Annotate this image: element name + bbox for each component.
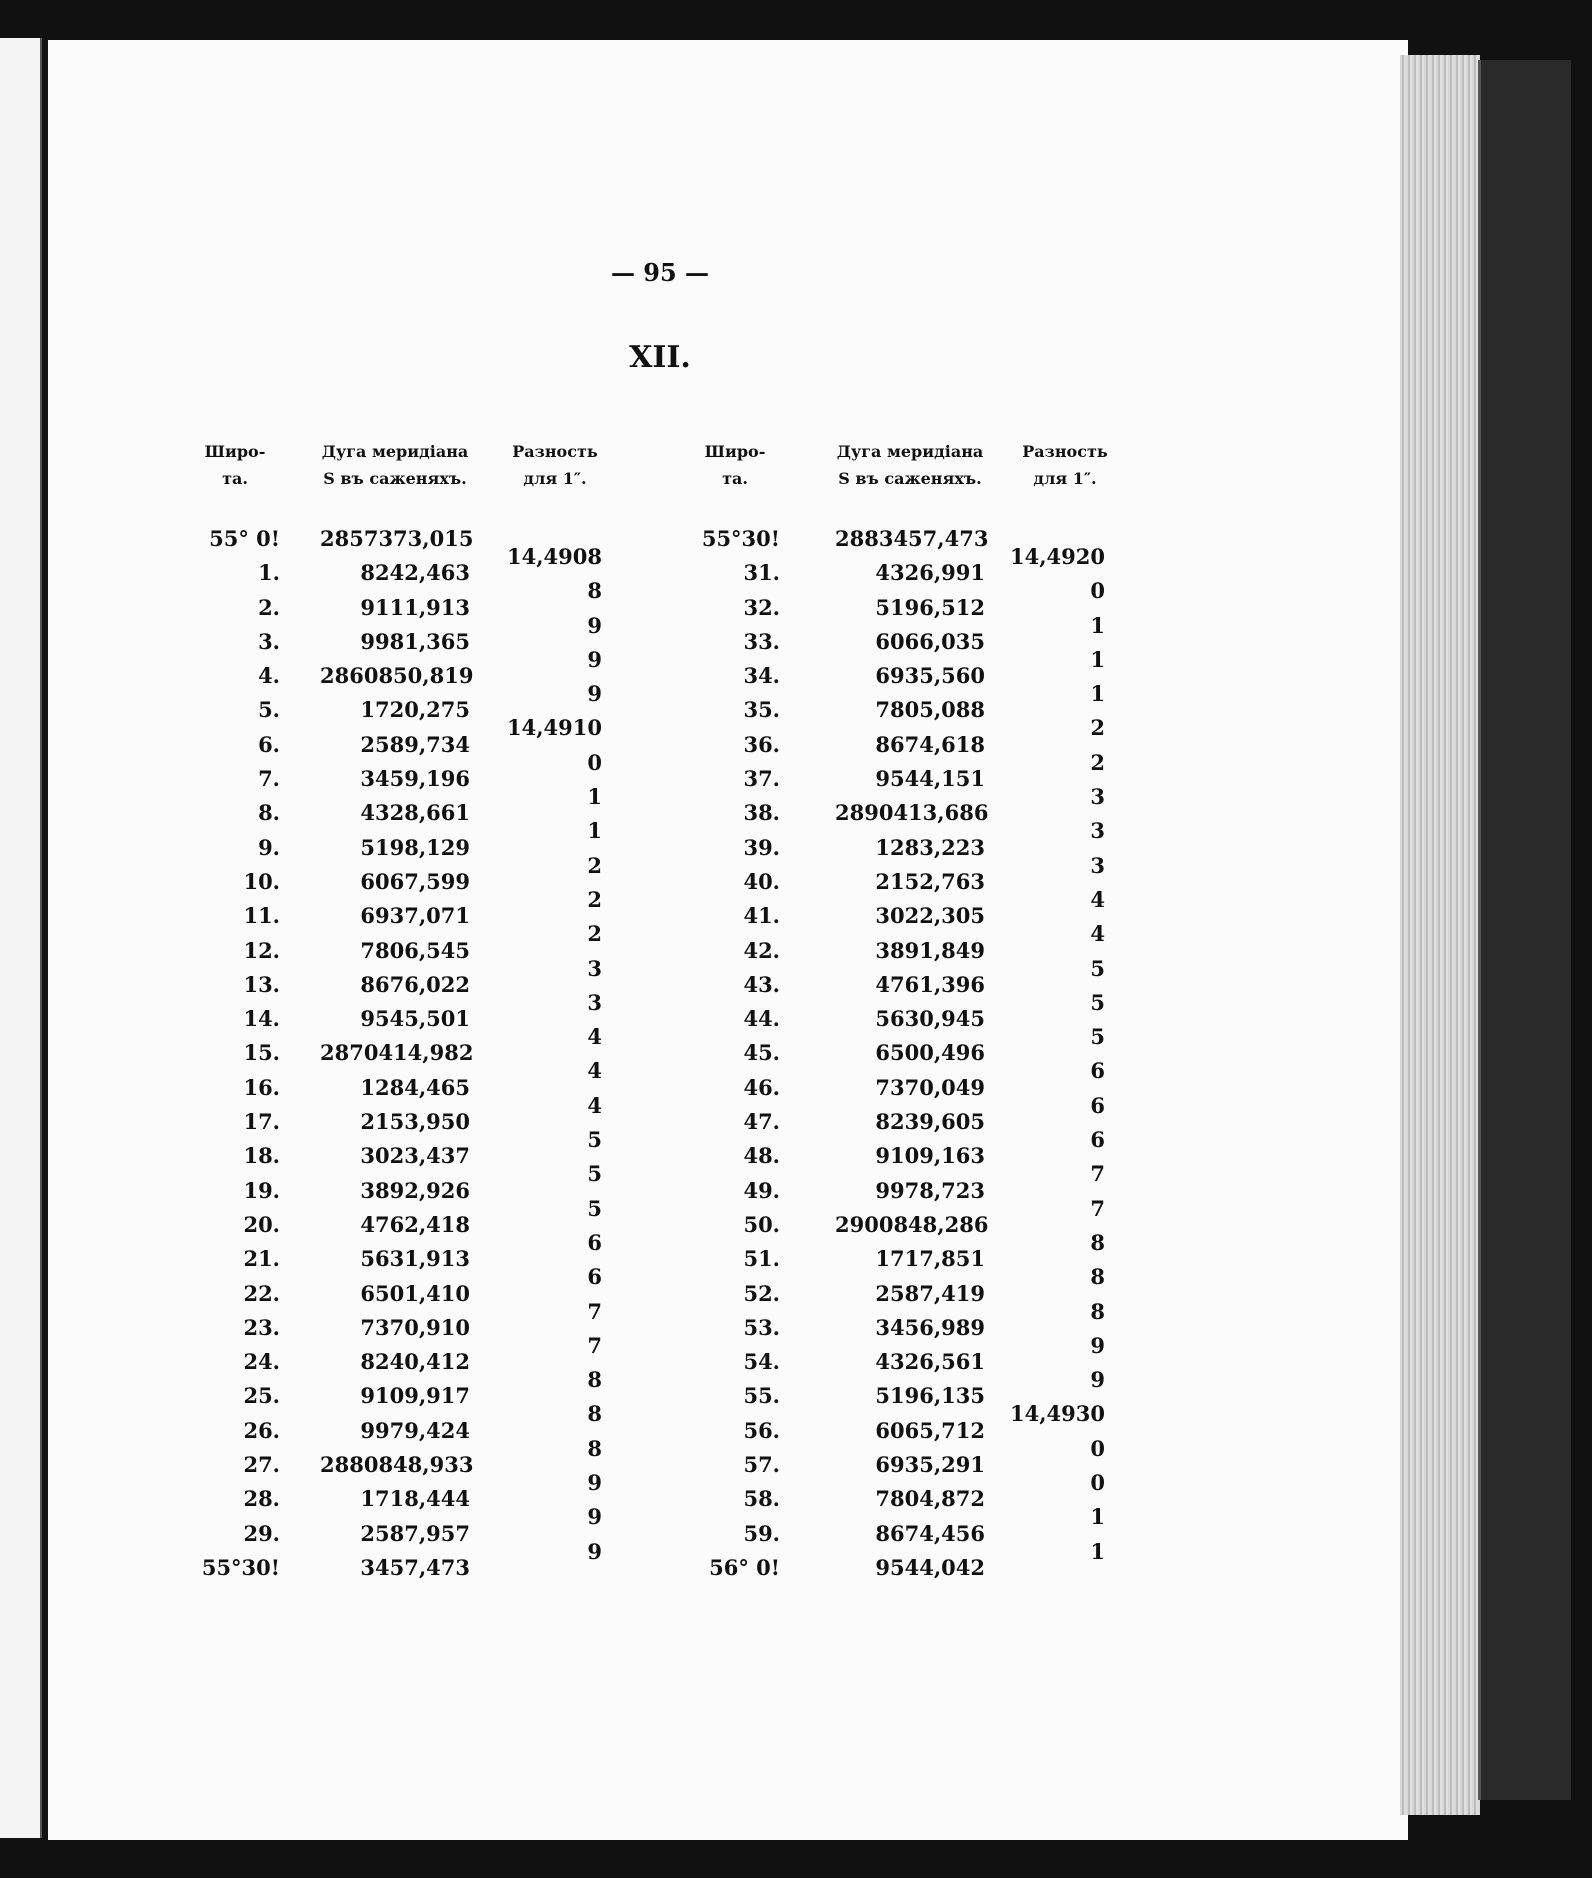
arc-cell: 1718,444 <box>360 1486 470 1512</box>
latitude-cell: 11. <box>243 903 280 929</box>
arc-cell: 6500,496 <box>875 1040 985 1066</box>
difference-row <box>690 538 1105 572</box>
difference-cell: 5 <box>1090 989 1105 1015</box>
difference-cell: 9 <box>1090 1332 1105 1358</box>
latitude-cell: 44. <box>743 1006 780 1032</box>
difference-cell: 0 <box>587 749 602 775</box>
difference-cell: 1 <box>1090 681 1105 707</box>
difference-row <box>190 1533 602 1567</box>
arc-cell: 9109,917 <box>360 1383 470 1409</box>
arc-cell: 6937,071 <box>360 903 470 929</box>
arc-cell: 5198,129 <box>360 834 470 860</box>
latitude-cell: 41. <box>743 903 780 929</box>
arc-cell: 1284,465 <box>360 1074 470 1100</box>
difference-row <box>190 1224 602 1258</box>
page-number: — 95 — <box>610 258 710 287</box>
latitude-cell: 36. <box>743 731 780 757</box>
latitude-cell: 14. <box>243 1006 280 1032</box>
arc-cell: 4326,991 <box>875 560 985 586</box>
arc-cell: 3457,473 <box>360 1554 470 1580</box>
difference-row <box>190 1361 602 1395</box>
latitude-cell: 58. <box>743 1486 780 1512</box>
difference-row <box>190 1430 602 1464</box>
difference-cell: 9 <box>587 1470 602 1496</box>
difference-row <box>690 1327 1105 1361</box>
difference-cell: 8 <box>587 1367 602 1393</box>
latitude-cell: 39. <box>743 834 780 860</box>
latitude-cell: 22. <box>243 1280 280 1306</box>
difference-cell: 2 <box>587 921 602 947</box>
right-diffs <box>690 538 1105 1567</box>
latitude-cell: 29. <box>243 1520 280 1546</box>
difference-row <box>690 1498 1105 1532</box>
arc-cell: 5630,945 <box>875 1006 985 1032</box>
latitude-cell: 18. <box>243 1143 280 1169</box>
latitude-cell: 21. <box>243 1246 280 1272</box>
arc-cell: 3891,849 <box>875 937 985 963</box>
arc-cell: 2900848,286 <box>835 1211 989 1237</box>
difference-row <box>690 1224 1105 1258</box>
difference-cell: 9 <box>587 1538 602 1564</box>
difference-row <box>690 812 1105 846</box>
arc-cell: 6065,712 <box>875 1417 985 1443</box>
difference-cell: 9 <box>587 681 602 707</box>
arc-cell: 2587,419 <box>875 1280 985 1306</box>
diff-header: Разность для 1″. <box>1022 442 1108 488</box>
difference-row <box>190 607 602 641</box>
arc-cell: 2587,957 <box>360 1520 470 1546</box>
difference-row <box>190 572 602 606</box>
difference-cell: 9 <box>587 612 602 638</box>
arc-cell: 8240,412 <box>360 1349 470 1375</box>
difference-row <box>190 1258 602 1292</box>
arc-cell: 8242,463 <box>360 560 470 586</box>
arc-cell: 8239,605 <box>875 1109 985 1135</box>
arc-cell: 1283,223 <box>875 834 985 860</box>
arc-cell: 9109,163 <box>875 1143 985 1169</box>
difference-row <box>190 812 602 846</box>
latitude-cell: 20. <box>243 1211 280 1237</box>
latitude-cell: 9. <box>258 834 280 860</box>
arc-cell: 7804,872 <box>875 1486 985 1512</box>
latitude-cell: 57. <box>743 1452 780 1478</box>
difference-row <box>690 950 1105 984</box>
arc-cell: 2870414,982 <box>320 1040 474 1066</box>
arc-cell: 3892,926 <box>360 1177 470 1203</box>
lat-header: Широ- та. <box>204 442 266 488</box>
latitude-cell: 19. <box>243 1177 280 1203</box>
difference-cell: 6 <box>587 1264 602 1290</box>
difference-cell: 4 <box>587 1024 602 1050</box>
difference-cell: 1 <box>587 818 602 844</box>
difference-row <box>690 1121 1105 1155</box>
difference-row <box>690 572 1105 606</box>
difference-row <box>190 1155 602 1189</box>
latitude-cell: 6. <box>258 731 280 757</box>
difference-row <box>690 915 1105 949</box>
difference-cell: 4 <box>1090 921 1105 947</box>
arc-cell: 5196,135 <box>875 1383 985 1409</box>
difference-row <box>190 1052 602 1086</box>
difference-row <box>690 744 1105 778</box>
difference-row <box>690 1087 1105 1121</box>
difference-cell: 14,4920 <box>1010 544 1105 569</box>
arc-cell: 6935,560 <box>875 663 985 689</box>
difference-row <box>190 915 602 949</box>
latitude-cell: 23. <box>243 1314 280 1340</box>
difference-cell: 1 <box>1090 612 1105 638</box>
arc-cell: 2589,734 <box>360 731 470 757</box>
difference-row <box>190 984 602 1018</box>
difference-row <box>690 1464 1105 1498</box>
latitude-cell: 25. <box>243 1383 280 1409</box>
lat-header: Широ- та. <box>704 442 766 488</box>
difference-cell: 14,4910 <box>507 715 602 741</box>
difference-cell: 1 <box>1090 1504 1105 1530</box>
difference-cell: 5 <box>587 1161 602 1187</box>
difference-row <box>690 675 1105 709</box>
latitude-cell: 33. <box>743 628 780 654</box>
facing-page-edge <box>0 38 42 1838</box>
latitude-cell: 26. <box>243 1417 280 1443</box>
difference-cell: 4 <box>1090 886 1105 912</box>
arc-cell: 9544,151 <box>875 766 985 792</box>
difference-cell: 14,4908 <box>507 544 602 569</box>
difference-cell: 5 <box>1090 1024 1105 1050</box>
diff-header: Разность для 1″. <box>512 442 598 488</box>
arc-cell: 7806,545 <box>360 937 470 963</box>
arc-header: Дуга меридіана S въ саженяхъ. <box>836 442 984 488</box>
latitude-cell: 17. <box>243 1109 280 1135</box>
difference-row <box>190 709 602 743</box>
latitude-cell: 42. <box>743 937 780 963</box>
difference-cell: 7 <box>587 1298 602 1324</box>
arc-cell: 4761,396 <box>875 971 985 997</box>
arc-cell: 6066,035 <box>875 628 985 654</box>
difference-cell: 9 <box>587 646 602 672</box>
arc-cell: 4328,661 <box>360 800 470 826</box>
arc-cell: 4326,561 <box>875 1349 985 1375</box>
arc-cell: 3456,989 <box>875 1314 985 1340</box>
arc-cell: 2883457,473 <box>835 526 989 551</box>
difference-row <box>690 1258 1105 1292</box>
arc-cell: 9981,365 <box>360 628 470 654</box>
difference-cell: 0 <box>1090 1470 1105 1496</box>
difference-row <box>690 1293 1105 1327</box>
arc-cell: 2880848,933 <box>320 1452 474 1478</box>
difference-row <box>690 881 1105 915</box>
latitude-cell: 12. <box>243 937 280 963</box>
arc-cell: 4762,418 <box>360 1211 470 1237</box>
difference-row <box>690 709 1105 743</box>
difference-cell: 3 <box>1090 852 1105 878</box>
difference-row <box>190 1498 602 1532</box>
difference-cell: 8 <box>587 578 602 604</box>
difference-row <box>190 744 602 778</box>
difference-row <box>690 1430 1105 1464</box>
latitude-cell: 45. <box>743 1040 780 1066</box>
latitude-cell: 15. <box>243 1040 280 1066</box>
latitude-cell: 40. <box>743 868 780 894</box>
difference-cell: 3 <box>1090 784 1105 810</box>
difference-row <box>690 984 1105 1018</box>
latitude-cell: 46. <box>743 1074 780 1100</box>
latitude-cell: 5. <box>258 697 280 723</box>
arc-cell: 9978,723 <box>875 1177 985 1203</box>
latitude-cell: 28. <box>243 1486 280 1512</box>
difference-cell: 7 <box>1090 1161 1105 1187</box>
difference-cell: 5 <box>1090 955 1105 981</box>
latitude-cell: 32. <box>743 594 780 620</box>
difference-row <box>190 881 602 915</box>
difference-cell: 8 <box>587 1401 602 1427</box>
left-diffs <box>190 538 602 1567</box>
arc-cell: 6067,599 <box>360 868 470 894</box>
latitude-cell: 27. <box>243 1452 280 1478</box>
latitude-cell: 10. <box>243 868 280 894</box>
difference-row <box>690 1018 1105 1052</box>
latitude-cell: 7. <box>258 766 280 792</box>
difference-row <box>190 950 602 984</box>
difference-row <box>190 1121 602 1155</box>
difference-row <box>690 1052 1105 1086</box>
arc-cell: 3459,196 <box>360 766 470 792</box>
latitude-cell: 59. <box>743 1520 780 1546</box>
latitude-cell: 31. <box>743 560 780 586</box>
difference-cell: 0 <box>1090 578 1105 604</box>
arc-cell: 7370,049 <box>875 1074 985 1100</box>
arc-cell: 9979,424 <box>360 1417 470 1443</box>
latitude-cell: 50. <box>743 1211 780 1237</box>
latitude-cell: 55° 0! <box>209 526 280 551</box>
arc-cell: 1720,275 <box>360 697 470 723</box>
difference-cell: 5 <box>587 1195 602 1221</box>
latitude-cell: 16. <box>243 1074 280 1100</box>
latitude-cell: 54. <box>743 1349 780 1375</box>
difference-row <box>690 847 1105 881</box>
arc-cell: 8676,022 <box>360 971 470 997</box>
latitude-cell: 55. <box>743 1383 780 1409</box>
latitude-cell: 55°30! <box>701 526 780 551</box>
arc-cell: 5196,512 <box>875 594 985 620</box>
difference-cell: 4 <box>587 1092 602 1118</box>
latitude-cell: 38. <box>743 800 780 826</box>
latitude-cell: 55°30! <box>201 1554 280 1580</box>
latitude-cell: 51. <box>743 1246 780 1272</box>
difference-row <box>190 538 602 572</box>
arc-cell: 2860850,819 <box>320 663 474 689</box>
difference-cell: 2 <box>587 886 602 912</box>
latitude-cell: 53. <box>743 1314 780 1340</box>
arc-cell: 2890413,686 <box>835 800 989 826</box>
difference-cell: 3 <box>587 989 602 1015</box>
difference-cell: 5 <box>587 1127 602 1153</box>
latitude-cell: 4. <box>258 663 280 689</box>
difference-row <box>190 1327 602 1361</box>
latitude-cell: 47. <box>743 1109 780 1135</box>
arc-cell: 2153,950 <box>360 1109 470 1135</box>
difference-cell: 8 <box>1090 1298 1105 1324</box>
arc-cell: 9544,042 <box>875 1554 985 1580</box>
arc-cell: 3023,437 <box>360 1143 470 1169</box>
latitude-cell: 56. <box>743 1417 780 1443</box>
difference-row <box>190 1018 602 1052</box>
difference-cell: 2 <box>587 852 602 878</box>
book-cover <box>1478 60 1571 1800</box>
difference-row <box>690 641 1105 675</box>
latitude-cell: 35. <box>743 697 780 723</box>
difference-row <box>690 778 1105 812</box>
difference-row <box>190 641 602 675</box>
difference-row <box>690 607 1105 641</box>
latitude-cell: 48. <box>743 1143 780 1169</box>
difference-cell: 6 <box>1090 1092 1105 1118</box>
page-edges <box>1400 55 1480 1815</box>
difference-row <box>190 1190 602 1224</box>
latitude-cell: 3. <box>258 628 280 654</box>
difference-cell: 8 <box>1090 1264 1105 1290</box>
difference-row <box>190 1464 602 1498</box>
latitude-cell: 13. <box>243 971 280 997</box>
difference-row <box>190 1087 602 1121</box>
difference-row <box>190 847 602 881</box>
difference-row <box>690 1361 1105 1395</box>
difference-cell: 6 <box>1090 1127 1105 1153</box>
difference-row <box>190 1395 602 1429</box>
difference-cell: 1 <box>1090 646 1105 672</box>
latitude-cell: 34. <box>743 663 780 689</box>
difference-row <box>190 675 602 709</box>
difference-cell: 4 <box>587 1058 602 1084</box>
arc-cell: 2857373,015 <box>320 526 474 551</box>
arc-cell: 1717,851 <box>875 1246 985 1272</box>
arc-cell: 3022,305 <box>875 903 985 929</box>
latitude-cell: 52. <box>743 1280 780 1306</box>
arc-cell: 2152,763 <box>875 868 985 894</box>
latitude-cell: 2. <box>258 594 280 620</box>
difference-cell: 9 <box>587 1504 602 1530</box>
difference-cell: 1 <box>587 784 602 810</box>
difference-cell: 8 <box>1090 1229 1105 1255</box>
difference-cell: 3 <box>1090 818 1105 844</box>
difference-cell: 2 <box>1090 749 1105 775</box>
arc-cell: 9111,913 <box>360 594 470 620</box>
latitude-cell: 43. <box>743 971 780 997</box>
latitude-cell: 37. <box>743 766 780 792</box>
arc-cell: 9545,501 <box>360 1006 470 1032</box>
difference-cell: 7 <box>587 1332 602 1358</box>
difference-cell: 8 <box>587 1435 602 1461</box>
difference-cell: 14,4930 <box>1010 1401 1105 1427</box>
difference-cell: 2 <box>1090 715 1105 741</box>
arc-cell: 6501,410 <box>360 1280 470 1306</box>
arc-cell: 6935,291 <box>875 1452 985 1478</box>
difference-cell: 1 <box>1090 1538 1105 1564</box>
difference-cell: 6 <box>587 1229 602 1255</box>
latitude-cell: 8. <box>258 800 280 826</box>
arc-header: Дуга меридіана S въ саженяхъ. <box>321 442 469 488</box>
arc-cell: 7805,088 <box>875 697 985 723</box>
latitude-cell: 49. <box>743 1177 780 1203</box>
difference-row <box>690 1155 1105 1189</box>
section-title: XII. <box>629 340 691 375</box>
difference-cell: 0 <box>1090 1435 1105 1461</box>
arc-cell: 8674,618 <box>875 731 985 757</box>
latitude-cell: 24. <box>243 1349 280 1375</box>
difference-cell: 6 <box>1090 1058 1105 1084</box>
latitude-cell: 56° 0! <box>709 1554 780 1580</box>
difference-row <box>690 1395 1105 1429</box>
arc-cell: 8674,456 <box>875 1520 985 1546</box>
latitude-cell: 1. <box>258 560 280 586</box>
difference-cell: 9 <box>1090 1367 1105 1393</box>
difference-cell: 7 <box>1090 1195 1105 1221</box>
arc-cell: 5631,913 <box>360 1246 470 1272</box>
difference-row <box>190 778 602 812</box>
arc-cell: 7370,910 <box>360 1314 470 1340</box>
difference-cell: 3 <box>587 955 602 981</box>
difference-row <box>690 1533 1105 1567</box>
difference-row <box>690 1190 1105 1224</box>
difference-row <box>190 1293 602 1327</box>
